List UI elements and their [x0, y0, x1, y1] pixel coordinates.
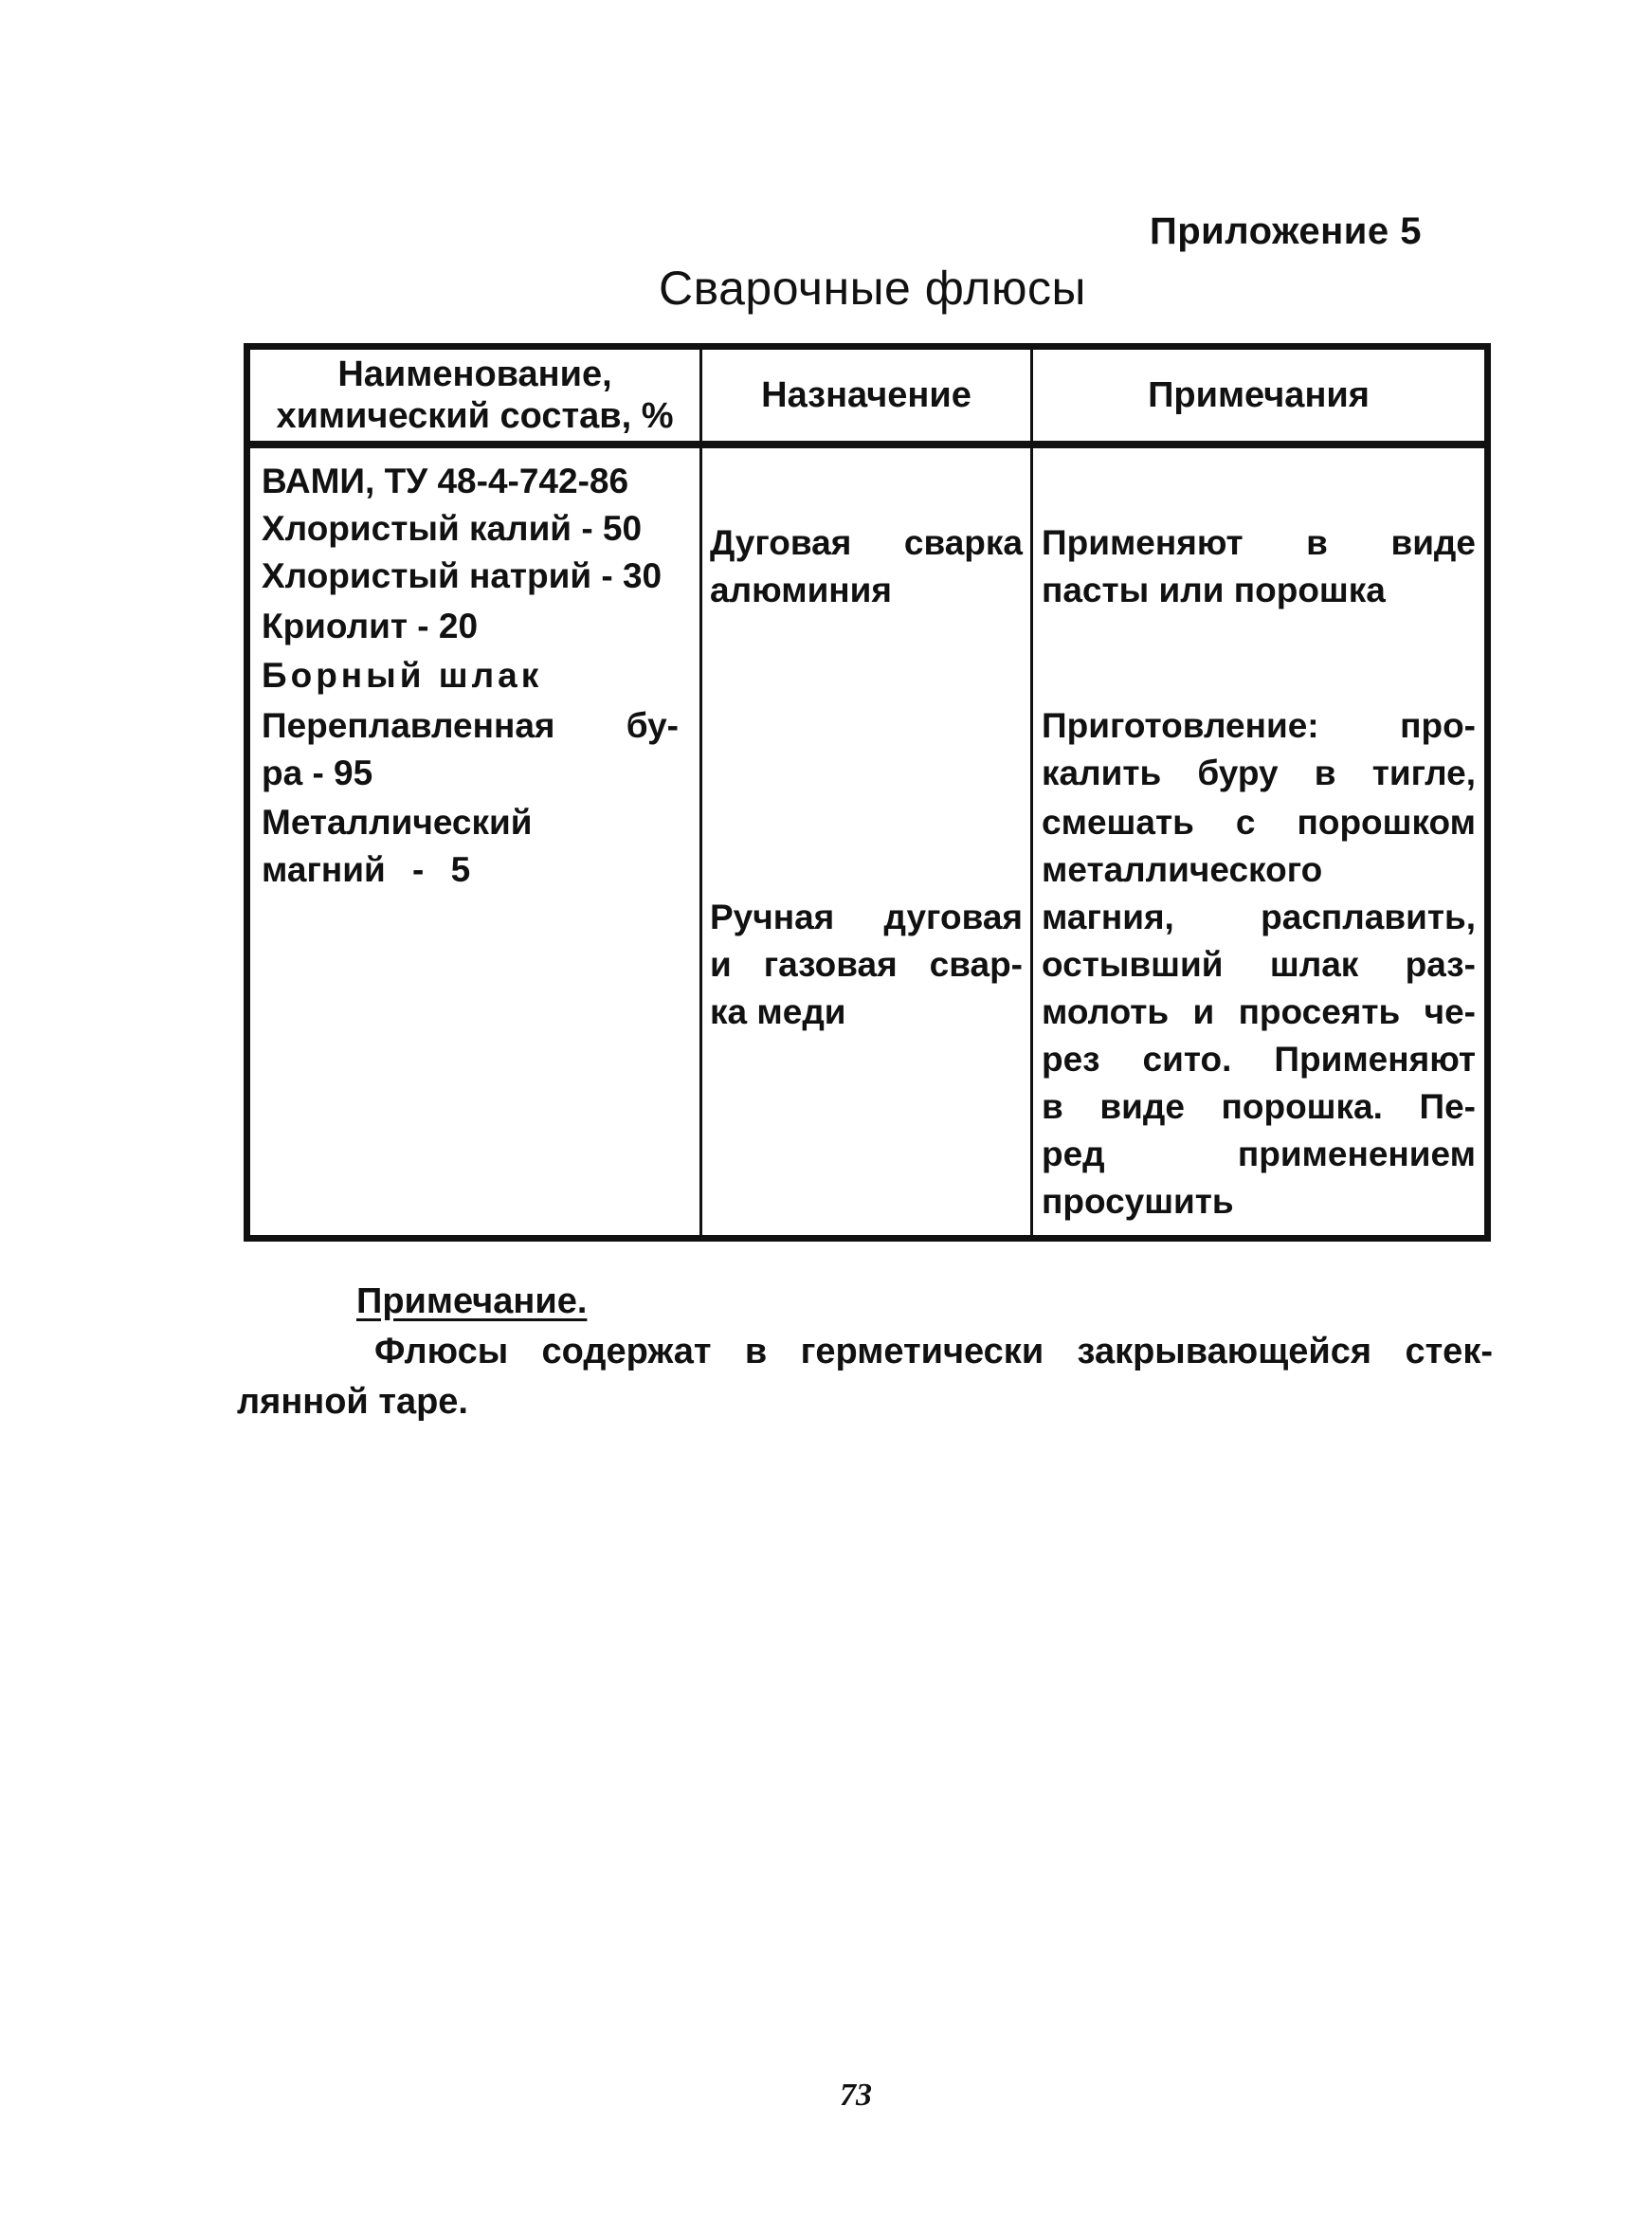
cell-notes — [1032, 445, 1488, 1239]
cell-text-line: Приготовление: про- — [1042, 706, 1476, 745]
cell-text-line: ВАМИ, ТУ 48-4-742-86 — [262, 462, 629, 500]
column-header-name-composition — [247, 347, 701, 445]
column-header-line: Наименование, — [337, 354, 612, 394]
cell-text-line: металлического — [1042, 850, 1323, 889]
cell-text-line: Ручная дуговая — [710, 898, 1023, 936]
cell-purpose — [701, 445, 1032, 1239]
column-header-line: Назначение — [761, 375, 971, 415]
note-text-line — [374, 1332, 1493, 1372]
cell-text-line: пасты или порошка — [1042, 571, 1386, 609]
welding-flux-table — [244, 343, 1491, 1242]
cell-text-line: Хлористый калий - 50 — [262, 509, 643, 548]
cell-text-line: Хлористый натрий - 30 — [262, 556, 663, 595]
cell-text-line: рез сито. Применяют — [1042, 1040, 1476, 1079]
cell-text-line: Борный шлак — [262, 656, 543, 695]
cell-text-line: в виде порошка. Пе- — [1042, 1087, 1476, 1126]
page-number: 73 — [840, 2078, 872, 2113]
cell-text-line: магний - 5 — [262, 850, 471, 889]
cell-text-line: ра - 95 — [262, 753, 373, 792]
cell-text-line: магния, расплавить, — [1042, 898, 1476, 936]
cell-text-line: ка меди — [710, 992, 846, 1031]
table-header-row — [247, 347, 1488, 445]
cell-text-line: Металлический — [262, 803, 533, 842]
cell-text-line: ред применением — [1042, 1135, 1476, 1173]
cell-text-line: и газовая свар- — [710, 945, 1023, 984]
note-text: Флюсы содержат в герметически закрывающейся стек- — [374, 1332, 1493, 1371]
column-header-notes — [1032, 347, 1488, 445]
appendix-label: Приложение 5 — [1150, 210, 1422, 252]
cell-text-line: калить буру в тигле, — [1042, 753, 1476, 792]
cell-text-line: смешать с порошком — [1042, 803, 1476, 842]
page-title: Сварочные флюсы — [659, 262, 1086, 315]
cell-text-line: просушить — [1042, 1182, 1234, 1221]
cell-name-composition — [247, 445, 701, 1239]
note-heading: Примечание. — [356, 1281, 588, 1321]
column-header-purpose — [701, 347, 1032, 445]
cell-text-line: молоть и просеять че- — [1042, 992, 1476, 1031]
column-header-line: химический состав, % — [276, 396, 674, 436]
cell-text-line: остывший шлак раз- — [1042, 945, 1476, 984]
cell-text-line: Дуговая сварка — [710, 523, 1023, 562]
cell-text-line: Переплавленная бу- — [262, 706, 679, 745]
cell-text-line: алюминия — [710, 571, 892, 609]
column-header-line: Примечания — [1148, 375, 1370, 415]
note-text-line: лянной таре. — [237, 1382, 468, 1422]
table-row — [247, 445, 1488, 1239]
cell-text-line: Применяют в виде — [1042, 523, 1476, 562]
cell-text-line: Криолит - 20 — [262, 607, 479, 645]
